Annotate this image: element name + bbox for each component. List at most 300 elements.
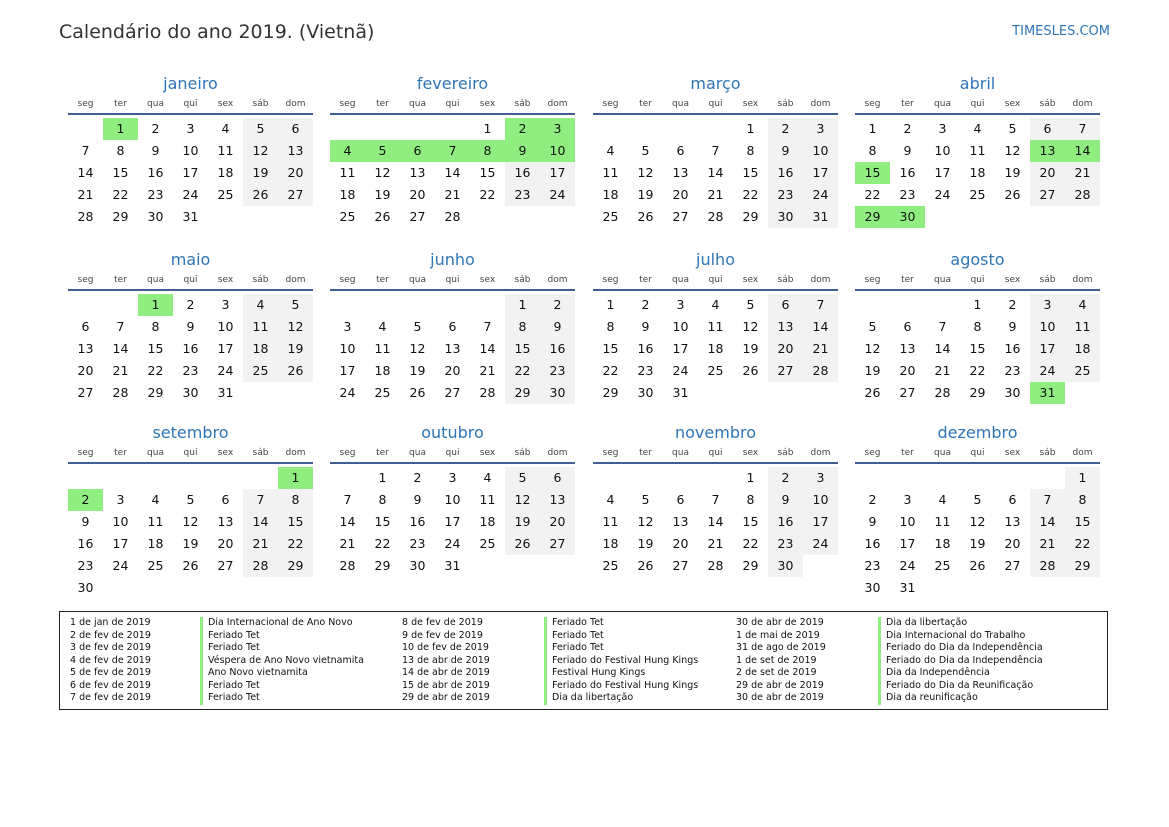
holiday-date: 15 de abr de 2019 [402, 679, 490, 691]
day-cell: 19 [182, 536, 199, 551]
day-cell: 28 [243, 555, 278, 577]
day-cell: 24 [899, 558, 916, 573]
day-cell: 17 [803, 162, 838, 184]
day-cell: 30 [768, 206, 803, 228]
day-grid [855, 118, 1100, 228]
holiday-date: 29 de abr de 2019 [402, 692, 490, 703]
weekday-label: ter [376, 275, 389, 285]
day-cell: 18 [147, 536, 164, 551]
day-cell: 14 [803, 316, 838, 338]
legend-row [70, 617, 364, 630]
day-cell: 20 [444, 363, 461, 378]
holiday-name: Dia da libertação [878, 617, 967, 630]
weekday-label: sáb [1039, 448, 1056, 458]
day-cell: 28 [339, 558, 356, 573]
weekday-label: ter [901, 275, 914, 285]
day-cell: 15 [969, 341, 986, 356]
holiday-name: Feriado do Dia da Independência [878, 655, 1043, 668]
day-cell: 8 [868, 143, 877, 158]
legend-row [70, 692, 364, 705]
day-cell: 5 [973, 492, 982, 507]
day-cell: 10 [444, 492, 461, 507]
weekday-label: qua [934, 99, 951, 109]
weekday-label: sex [1004, 448, 1021, 458]
day-cell: 21 [1065, 162, 1100, 184]
weekday-label: sáb [1039, 275, 1056, 285]
day-cell: 10 [934, 143, 951, 158]
day-cell: 17 [182, 165, 199, 180]
day-cell: 18 [339, 187, 356, 202]
day-cell: 13 [1004, 514, 1021, 529]
weekday-label: qui [445, 448, 460, 458]
weekday-label: sáb [252, 275, 269, 285]
day-cell: 20 [217, 536, 234, 551]
day-cell: 26 [637, 558, 654, 573]
day-cell: 26 [278, 360, 313, 382]
legend-row [736, 667, 1043, 680]
day-cell: 28 [1030, 555, 1065, 577]
day-cell: 9 [903, 143, 912, 158]
holiday-day-cell: 8 [470, 140, 505, 162]
weekday-label: dom [285, 99, 306, 109]
day-cell: 5 [641, 143, 650, 158]
weekday-label: ter [114, 448, 127, 458]
day-cell: 29 [742, 209, 759, 224]
holiday-name: Feriado Tet [544, 630, 604, 643]
day-cell: 13 [77, 341, 94, 356]
day-cell: 3 [116, 492, 125, 507]
weekday-label: dom [1072, 275, 1093, 285]
day-cell: 20 [672, 187, 689, 202]
day-cell: 16 [505, 162, 540, 184]
holiday-legend [59, 611, 1108, 710]
day-cell: 18 [217, 165, 234, 180]
holiday-day-cell: 31 [1030, 382, 1065, 404]
day-cell: 5 [186, 492, 195, 507]
weekday-label: qui [183, 448, 198, 458]
day-cell: 22 [374, 536, 391, 551]
day-cell: 13 [278, 140, 313, 162]
empty-cell [365, 294, 400, 316]
day-cell: 6 [676, 143, 685, 158]
day-cell: 8 [378, 492, 387, 507]
day-cell: 15 [505, 338, 540, 360]
day-cell: 23 [182, 363, 199, 378]
day-cell: 11 [602, 514, 619, 529]
day-cell: 8 [606, 319, 615, 334]
day-cell: 4 [221, 121, 230, 136]
weekday-label: ter [639, 448, 652, 458]
day-cell: 9 [868, 514, 877, 529]
weekday-label: sáb [514, 275, 531, 285]
day-cell: 21 [934, 363, 951, 378]
weekday-label: qui [708, 99, 723, 109]
weekday-label: qua [934, 448, 951, 458]
day-cell: 29 [1065, 555, 1100, 577]
legend-row [402, 630, 698, 643]
day-cell: 29 [602, 385, 619, 400]
empty-cell [890, 467, 925, 489]
empty-cell [698, 467, 733, 489]
legend-row [402, 692, 698, 705]
month-name: novembro [675, 423, 756, 442]
day-cell: 14 [339, 514, 356, 529]
day-cell: 16 [147, 165, 164, 180]
holiday-date: 1 de set de 2019 [736, 654, 817, 666]
day-cell: 22 [479, 187, 496, 202]
legend-row [402, 655, 698, 668]
day-cell: 12 [742, 319, 759, 334]
day-cell: 1 [973, 297, 982, 312]
day-cell: 25 [602, 209, 619, 224]
day-cell: 25 [707, 363, 724, 378]
weekday-header [330, 445, 575, 464]
empty-cell [400, 294, 435, 316]
weekday-label: seg [77, 275, 94, 285]
day-cell: 26 [864, 385, 881, 400]
day-cell: 12 [637, 165, 654, 180]
day-cell: 2 [768, 118, 803, 140]
day-cell: 12 [278, 316, 313, 338]
day-cell: 15 [742, 514, 759, 529]
day-cell: 7 [243, 489, 278, 511]
day-cell: 14 [479, 341, 496, 356]
day-cell: 24 [1030, 360, 1065, 382]
weekday-label: sáb [777, 99, 794, 109]
day-cell: 28 [1065, 184, 1100, 206]
day-cell: 1 [868, 121, 877, 136]
month-name: agosto [950, 250, 1005, 269]
empty-cell [330, 467, 365, 489]
weekday-label: dom [547, 275, 568, 285]
day-cell: 15 [1065, 511, 1100, 533]
day-cell: 28 [479, 385, 496, 400]
day-cell: 14 [243, 511, 278, 533]
holiday-day-cell: 2 [68, 489, 103, 511]
weekday-label: seg [602, 275, 619, 285]
weekday-label: dom [1072, 99, 1093, 109]
day-cell: 12 [409, 341, 426, 356]
holiday-name: Feriado Tet [200, 692, 260, 705]
day-cell: 14 [707, 165, 724, 180]
day-cell: 10 [1030, 316, 1065, 338]
day-cell: 30 [768, 555, 803, 577]
weekday-label: sex [217, 99, 234, 109]
day-cell: 6 [676, 492, 685, 507]
day-cell: 3 [803, 118, 838, 140]
holiday-name: Festival Hung Kings [544, 667, 645, 680]
day-cell: 6 [81, 319, 90, 334]
weekday-label: dom [1072, 448, 1093, 458]
day-cell: 2 [768, 467, 803, 489]
day-cell: 7 [711, 492, 720, 507]
day-cell: 17 [1030, 338, 1065, 360]
day-cell: 22 [112, 187, 129, 202]
day-cell: 14 [934, 341, 951, 356]
day-cell: 1 [746, 470, 755, 485]
day-cell: 3 [903, 492, 912, 507]
day-cell: 10 [182, 143, 199, 158]
day-cell: 24 [672, 363, 689, 378]
weekday-label: dom [810, 448, 831, 458]
weekday-label: seg [77, 99, 94, 109]
day-cell: 29 [278, 555, 313, 577]
weekday-label: qua [147, 448, 164, 458]
empty-cell [663, 118, 698, 140]
month-maio [68, 248, 313, 404]
day-cell: 23 [899, 187, 916, 202]
weekday-label: qua [409, 275, 426, 285]
day-cell: 30 [147, 209, 164, 224]
weekday-label: ter [901, 448, 914, 458]
day-cell: 20 [278, 162, 313, 184]
day-cell: 10 [112, 514, 129, 529]
day-cell: 25 [602, 558, 619, 573]
day-cell: 22 [278, 533, 313, 555]
day-grid [330, 467, 575, 577]
day-cell: 2 [641, 297, 650, 312]
legend-row [70, 655, 364, 668]
day-cell: 18 [934, 536, 951, 551]
day-cell: 30 [182, 385, 199, 400]
day-cell: 22 [147, 363, 164, 378]
day-cell: 18 [602, 187, 619, 202]
day-cell: 7 [1030, 489, 1065, 511]
weekday-label: sáb [514, 448, 531, 458]
holiday-name: Dia da libertação [544, 692, 633, 705]
day-cell: 14 [1030, 511, 1065, 533]
empty-cell [593, 118, 628, 140]
month-name: abril [959, 74, 996, 93]
legend-row [70, 642, 364, 655]
holiday-day-cell: 5 [365, 140, 400, 162]
legend-row [402, 617, 698, 630]
day-cell: 9 [413, 492, 422, 507]
day-cell: 5 [746, 297, 755, 312]
day-cell: 19 [742, 341, 759, 356]
day-grid [593, 294, 838, 404]
holiday-name: Feriado Tet [544, 642, 604, 655]
day-cell: 19 [637, 187, 654, 202]
empty-cell [925, 467, 960, 489]
day-cell: 10 [339, 341, 356, 356]
empty-cell [698, 118, 733, 140]
day-cell: 27 [540, 533, 575, 555]
day-cell: 28 [934, 385, 951, 400]
day-cell: 2 [413, 470, 422, 485]
weekday-label: sex [1004, 275, 1021, 285]
weekday-header [855, 445, 1100, 464]
day-cell: 2 [1008, 297, 1017, 312]
month-março [593, 72, 838, 228]
day-cell: 24 [444, 536, 461, 551]
legend-row [70, 667, 364, 680]
day-cell: 14 [77, 165, 94, 180]
empty-cell [890, 294, 925, 316]
day-cell: 17 [899, 536, 916, 551]
day-cell: 25 [374, 385, 391, 400]
holiday-name: Dia Internacional do Trabalho [878, 630, 1025, 643]
day-cell: 4 [151, 492, 160, 507]
weekday-label: sáb [514, 99, 531, 109]
day-cell: 16 [899, 165, 916, 180]
empty-cell [68, 294, 103, 316]
legend-row [402, 642, 698, 655]
day-cell: 22 [602, 363, 619, 378]
day-cell: 14 [112, 341, 129, 356]
day-cell: 30 [77, 580, 94, 595]
page-title: Calendário do ano 2019. (Vietnã) [59, 21, 375, 43]
empty-cell [435, 294, 470, 316]
day-cell: 26 [1004, 187, 1021, 202]
day-cell: 9 [1008, 319, 1017, 334]
day-cell: 27 [768, 360, 803, 382]
day-cell: 8 [746, 143, 755, 158]
day-cell: 31 [217, 385, 234, 400]
day-cell: 14 [444, 165, 461, 180]
day-cell: 26 [182, 558, 199, 573]
holiday-day-cell: 30 [890, 206, 925, 228]
day-cell: 3 [221, 297, 230, 312]
day-cell: 1 [378, 470, 387, 485]
day-cell: 1 [1065, 467, 1100, 489]
empty-cell [103, 294, 138, 316]
day-cell: 28 [707, 558, 724, 573]
day-cell: 8 [278, 489, 313, 511]
weekday-label: dom [547, 448, 568, 458]
month-name: setembro [152, 423, 229, 442]
holiday-name: Feriado do Dia da Reunificação [878, 680, 1033, 693]
day-cell: 29 [742, 558, 759, 573]
day-cell: 27 [1004, 558, 1021, 573]
day-cell: 9 [641, 319, 650, 334]
legend-row [70, 630, 364, 643]
day-cell: 19 [1004, 165, 1021, 180]
month-julho [593, 248, 838, 404]
day-cell: 2 [868, 492, 877, 507]
weekday-label: sáb [1039, 99, 1056, 109]
weekday-label: sáb [777, 448, 794, 458]
holiday-day-cell: 3 [540, 118, 575, 140]
day-cell: 20 [409, 187, 426, 202]
legend-row [402, 667, 698, 680]
day-cell: 27 [77, 385, 94, 400]
day-cell: 1 [505, 294, 540, 316]
empty-cell [663, 467, 698, 489]
holiday-name: Dia da Independência [878, 667, 990, 680]
day-cell: 17 [444, 514, 461, 529]
day-cell: 27 [672, 209, 689, 224]
day-cell: 21 [243, 533, 278, 555]
day-cell: 24 [803, 184, 838, 206]
day-cell: 18 [602, 536, 619, 551]
weekday-label: qui [708, 448, 723, 458]
day-cell: 23 [505, 184, 540, 206]
day-cell: 18 [243, 338, 278, 360]
empty-cell [855, 294, 890, 316]
site-link[interactable]: TIMESLES.COM [1012, 24, 1110, 39]
month-name: julho [696, 250, 735, 269]
holiday-date: 30 de abr de 2019 [736, 617, 824, 628]
day-cell: 11 [602, 165, 619, 180]
weekday-label: sáb [252, 448, 269, 458]
day-cell: 16 [768, 162, 803, 184]
day-cell: 3 [938, 121, 947, 136]
day-cell: 6 [221, 492, 230, 507]
day-cell: 4 [606, 492, 615, 507]
day-cell: 6 [1008, 492, 1017, 507]
day-cell: 3 [803, 467, 838, 489]
day-cell: 21 [112, 363, 129, 378]
day-cell: 13 [540, 489, 575, 511]
day-cell: 23 [637, 363, 654, 378]
holiday-date: 30 de abr de 2019 [736, 692, 824, 703]
day-cell: 4 [1065, 294, 1100, 316]
day-cell: 29 [147, 385, 164, 400]
holiday-day-cell: 13 [1030, 140, 1065, 162]
day-cell: 12 [969, 514, 986, 529]
day-cell: 15 [742, 165, 759, 180]
empty-cell [365, 118, 400, 140]
weekday-label: qua [409, 448, 426, 458]
day-cell: 13 [217, 514, 234, 529]
day-cell: 23 [768, 184, 803, 206]
day-cell: 22 [742, 187, 759, 202]
empty-cell [173, 467, 208, 489]
empty-cell [960, 467, 995, 489]
holiday-day-cell: 15 [855, 162, 890, 184]
holiday-name: Feriado do Dia da Independência [878, 642, 1043, 655]
day-cell: 13 [899, 341, 916, 356]
day-cell: 19 [637, 536, 654, 551]
day-cell: 21 [339, 536, 356, 551]
day-cell: 24 [339, 385, 356, 400]
day-cell: 17 [934, 165, 951, 180]
day-cell: 30 [637, 385, 654, 400]
day-cell: 10 [217, 319, 234, 334]
month-fevereiro [330, 72, 575, 228]
weekday-label: qui [183, 275, 198, 285]
weekday-label: seg [864, 99, 881, 109]
day-cell: 8 [116, 143, 125, 158]
day-cell: 15 [602, 341, 619, 356]
day-cell: 15 [374, 514, 391, 529]
holiday-name: Feriado Tet [200, 630, 260, 643]
empty-cell [435, 118, 470, 140]
day-cell: 9 [768, 489, 803, 511]
holiday-day-cell: 4 [330, 140, 365, 162]
day-cell: 3 [448, 470, 457, 485]
holiday-date: 1 de mai de 2019 [736, 629, 820, 641]
weekday-label: sáb [252, 99, 269, 109]
day-cell: 27 [672, 558, 689, 573]
day-cell: 6 [768, 294, 803, 316]
day-cell: 24 [217, 363, 234, 378]
day-cell: 4 [973, 121, 982, 136]
weekday-header [330, 272, 575, 291]
empty-cell [68, 467, 103, 489]
legend-row [736, 617, 1043, 630]
holiday-day-cell: 9 [505, 140, 540, 162]
day-cell: 10 [899, 514, 916, 529]
weekday-label: dom [547, 99, 568, 109]
day-cell: 14 [707, 514, 724, 529]
day-cell: 7 [116, 319, 125, 334]
weekday-label: sex [217, 275, 234, 285]
day-cell: 5 [868, 319, 877, 334]
weekday-label: sex [479, 99, 496, 109]
weekday-label: ter [639, 275, 652, 285]
